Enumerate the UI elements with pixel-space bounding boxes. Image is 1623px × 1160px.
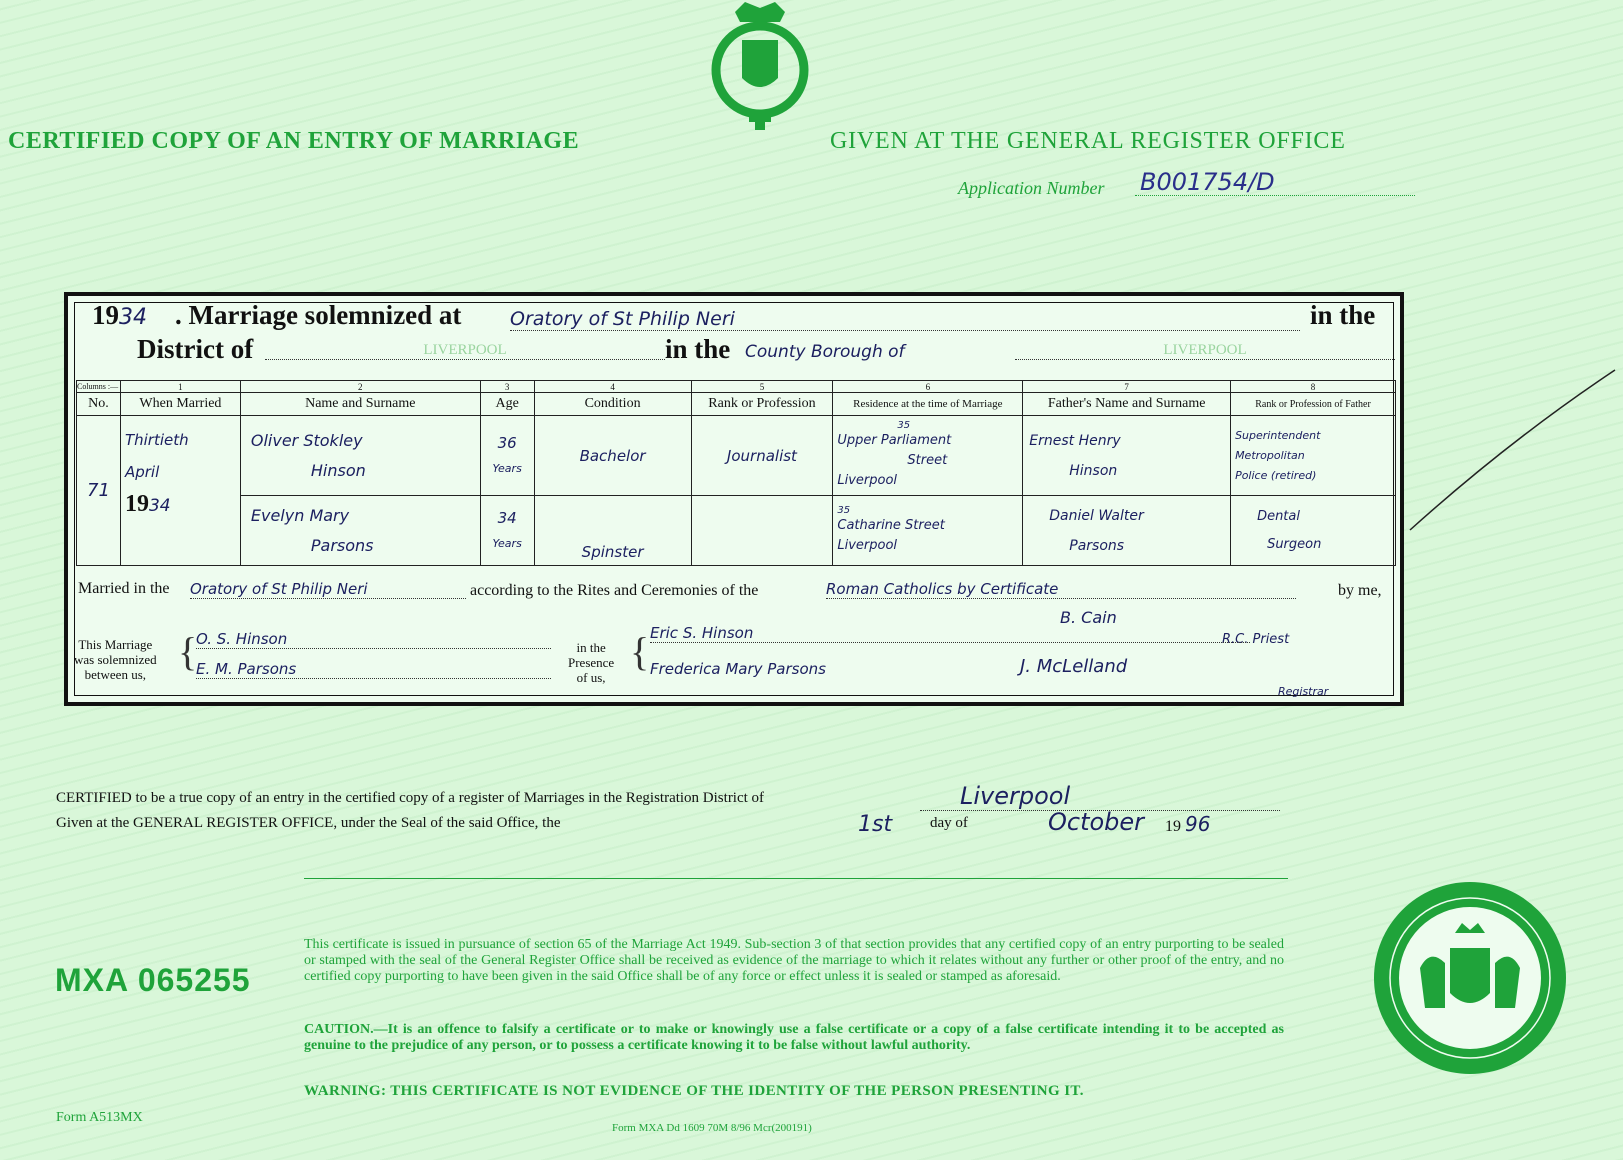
bride-name: Evelyn Mary Parsons [240,496,480,566]
bride-age: 34 Years [480,496,534,566]
certification-line-1: CERTIFIED to be a true copy of an entry in the certified copy of a register of Marriages in the Registration District of [56,790,765,806]
column-number: 4 [534,381,691,393]
bride-residence: 35 Catharine Street Liverpool [833,496,1023,566]
in-the-label-2: in the [665,334,731,364]
county-borough: County Borough of [745,342,905,362]
groom-father-rank: Superintendent Metropolitan Police (retired) [1231,416,1396,496]
groom-rank: Journalist [691,416,833,496]
solemnized-between-label: This Marriage was solemnized between us, [74,637,157,682]
rites-value: Roman Catholics by Certificate [826,580,1296,599]
column-number: 5 [691,381,833,393]
header-rank: Rank or Profession [691,393,833,416]
bride-father: Daniel Walter Parsons [1023,496,1231,566]
bride-rank [691,496,833,566]
header-residence: Residence at the time of Marriage [833,393,1023,416]
marriage-solemnized-label: . Marriage solemnized at [175,300,462,330]
certification-month: October [1048,808,1145,836]
warning-notice: WARNING: THIS CERTIFICATE IS NOT EVIDENCE OF THE IDENTITY OF THE PERSON PRESENTING IT. [304,1083,1084,1099]
bride-condition: Spinster [534,496,691,566]
groom-age: 36 Years [480,416,534,496]
certification-district: Liverpool [920,782,1280,811]
registrar-role: Registrar [1278,685,1329,698]
certification-day: 1st [858,812,893,837]
witness-2-signature: Frederica Mary Parsons [650,660,826,678]
header-when-married: When Married [120,393,240,416]
application-number-value: B001754/D [1140,168,1275,196]
groom-father: Ernest Henry Hinson [1023,416,1231,496]
general-register-office-seal-icon [1370,878,1570,1078]
register-year: 1934 [92,300,147,330]
form-code: Form MXA Dd 1609 70M 8/96 Mcr(200191) [612,1122,812,1134]
column-number: 2 [240,381,480,393]
caution-notice: CAUTION.—It is an offence to falsify a certificate or to make or knowingly use a false certificate or a copy of a false certificate intending it to be accepted as genuine to the prejudice of any person, or to possess a certificate knowing it to be false without lawful authority. [304,1022,1284,1053]
separator [304,878,1288,879]
groom-signature: O. S. Hinson [196,630,551,649]
groom-name: Oliver Stokley Hinson [240,416,480,496]
place-of-marriage: Oratory of St Philip Neri [510,308,1300,331]
married-in-value: Oratory of St Philip Neri [190,580,466,599]
column-number: 1 [120,381,240,393]
columns-label: Columns :— [77,381,121,393]
bride-signature: E. M. Parsons [196,660,551,679]
entry-number: 71 [77,416,121,566]
groom-residence: 35 Upper Parliament Street Liverpool [833,416,1023,496]
day-of-label: day of [930,815,968,831]
column-number: 3 [480,381,534,393]
royal-crest-icon [705,0,815,135]
witness-1-signature: Eric S. Hinson [650,624,1250,643]
district-value: LIVERPOOL [265,342,665,360]
entry-date: Thirtieth April 1934 [120,416,240,566]
application-number-label: Application Number [958,178,1105,198]
header-age: Age [480,393,534,416]
by-me-label: by me, [1338,582,1382,599]
certification-line-2: Given at the GENERAL REGISTER OFFICE, under the Seal of the said Office, the [56,815,561,831]
according-label: according to the Rites and Ceremonies of the [470,582,759,599]
register-table [76,380,1396,566]
married-in-label: Married in the [78,580,170,597]
officiant-role: R.C. Priest [1222,632,1290,647]
groom-condition: Bachelor [534,416,691,496]
header-condition: Condition [534,393,691,416]
issuer-title: GIVEN AT THE GENERAL REGISTER OFFICE [830,128,1346,154]
column-number: 7 [1023,381,1231,393]
cancel-stroke-icon [1400,360,1620,540]
presence-label: in the Presence of us, [568,640,615,685]
certification-year: 19 96 [1165,812,1211,836]
column-number: 6 [833,381,1023,393]
registrar-signature: J. McLelland [1020,656,1128,677]
legal-notice: This certificate is issued in pursuance of section 65 of the Marriage Act 1949. Sub-section 3 of that section provides that any certified copy of an entry purporting to be sealed or stamped with the seal of the General Register Office shall be received as evidence of the marriage to which it relates without any further or other proof of the entry, and no certified copy purporting to have been given in the said Office shall be of any force or effect unless it is sealed or stamped as aforesaid. [304,937,1284,984]
brace-left: { [178,629,198,674]
header-name: Name and Surname [240,393,480,416]
header-no: No. [77,393,121,416]
header-father-rank: Rank or Profession of Father [1231,393,1396,416]
header-father: Father's Name and Surname [1023,393,1231,416]
brace-right: { [630,629,650,674]
county-value: LIVERPOOL [1015,342,1395,360]
in-the-label: in the [1310,300,1376,330]
column-number: 8 [1231,381,1396,393]
certificate-serial: MXA 065255 [55,962,251,998]
form-number: Form A513MX [56,1110,143,1125]
application-number-line [1135,195,1415,196]
certificate-title: CERTIFIED COPY OF AN ENTRY OF MARRIAGE [8,128,580,154]
officiant-signature: B. Cain [1060,608,1117,627]
district-label: District of [137,334,254,364]
bride-father-rank: Dental Surgeon [1231,496,1396,566]
